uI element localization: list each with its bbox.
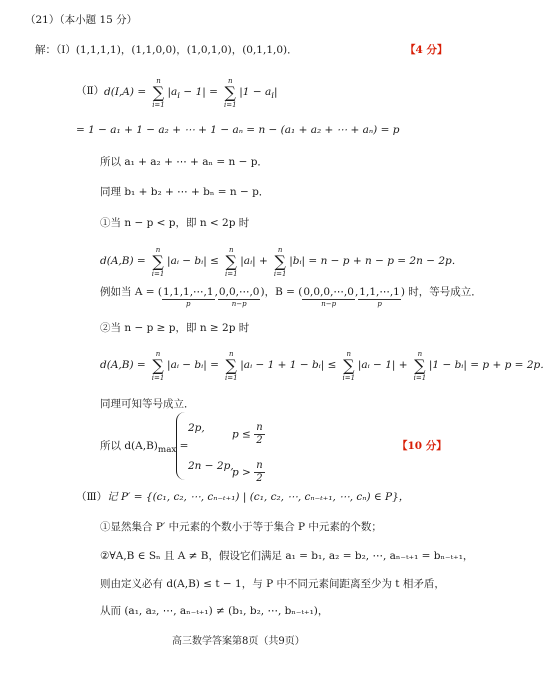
frac-n-over-2: $\frac{n}{2}$ xyxy=(256,422,263,446)
ex-b-ones: 1,1,⋯,1 p xyxy=(359,286,400,308)
page-footer: 高三数学答案第8页（共9页） xyxy=(172,636,305,647)
piece1-cond: p ≤ $\frac{n}{2}$ xyxy=(232,422,263,446)
part3-step4: 从而 (a₁, a₂, ⋯, aₙ₋ₜ₊₁) ≠ (b₁, b₂, ⋯, bₙ₋ₜ₊₁)， xyxy=(100,605,329,617)
frac-n-over-2: $\frac{n}{2}$ xyxy=(256,460,263,484)
c2-term4: |1 − bᵢ| = p + p = 2p． xyxy=(428,359,551,371)
ex-b-zeros: 0,0,0,⋯,0 n−p xyxy=(303,286,354,308)
eq1-term2b: | xyxy=(274,86,278,98)
part3-step3: 则由定义必有 d(A,B) ≤ t − 1，与 P 中不同元素间距离至少为 t 相矛盾， xyxy=(100,578,445,590)
part2-label: （Ⅱ） xyxy=(76,85,105,97)
c2-lhs: d(A,B) = xyxy=(100,359,150,371)
part3-label: （Ⅲ） xyxy=(76,491,108,503)
conc-sub: max xyxy=(157,445,177,456)
sum-symbol: n ∑ i=1 xyxy=(273,246,287,278)
case1-equation xyxy=(100,246,463,278)
case2-equation xyxy=(100,350,551,382)
sum-symbol: n ∑ i=1 xyxy=(413,350,427,382)
eq1-lhs: d(I,A) = xyxy=(104,86,150,98)
sum-symbol: n ∑ i=1 xyxy=(151,246,165,278)
c1-term3: |bᵢ| = n − p + n − p = 2n − 2p． xyxy=(289,255,463,267)
sum-symbol: n ∑ i=1 xyxy=(152,77,165,109)
conc-pre: 所以 d(A,B) xyxy=(100,440,158,452)
part2-eq4: 同理 b₁ + b₂ + ⋯ + bₙ = n − p． xyxy=(100,186,270,198)
part3-step2: ②∀A,B ∈ Sₙ 且 A ≠ B，假设它们满足 a₁ = b₁, a₂ = b₂, ⋯, aₙ₋ₜ₊₁ = bₙ₋ₜ₊₁， xyxy=(100,550,474,562)
part1-score: 【4 分】 xyxy=(405,44,448,56)
part1-label: 解：（Ⅰ） xyxy=(35,44,76,56)
ex-mid: )，B = ( xyxy=(260,286,303,298)
ex-a-zeros: 0,0,⋯,0 n−p xyxy=(218,286,260,308)
ex-a-ones: 1,1,1,⋯,1 p xyxy=(163,286,214,308)
ex-pre: 例如当 A = ( xyxy=(100,286,162,298)
sum-symbol: n ∑ i=1 xyxy=(224,350,238,382)
example-line: 例如当 A = (1,1,1,⋯,1 p ,0,0,⋯,0 n−p )，B = (0,0,0,⋯,0 n−p ,1,1,⋯,1 p ) 时，等号成立． xyxy=(100,286,482,308)
piece2-cond: p > $\frac{n}{2}$ xyxy=(232,460,263,484)
sum-symbol: n ∑ i=1 xyxy=(223,77,237,109)
sum-symbol: n ∑ i=1 xyxy=(342,350,356,382)
c2-term3: |aᵢ − 1| + xyxy=(357,359,411,371)
case1-heading: ①当 n − p < p，即 n < 2p 时 xyxy=(100,217,250,229)
part1-answer: (1,1,1,1)，(1,1,0,0)，(1,0,1,0)，(0,1,1,0)． xyxy=(75,44,298,56)
part2-score: 【10 分】 xyxy=(397,440,447,452)
problem-header: （21）（本小题 15 分） xyxy=(25,14,138,26)
c2-term1: |aᵢ − bᵢ| = xyxy=(167,359,223,371)
part2-eq3: 所以 a₁ + a₂ + ⋯ + aₙ = n − p． xyxy=(100,156,268,168)
part3-def: 记 P′ = {(c₁, c₂, ⋯, cₙ₋ₜ₊₁) | (c₁, c₂, ⋯, cₙ₋ₜ₊₁, ⋯, cₙ) ∈ P}， xyxy=(107,491,410,503)
piece2-value: 2n − 2p, xyxy=(188,460,234,472)
eq1-term2: |1 − a xyxy=(239,86,272,98)
eq1-term1b: − 1| = xyxy=(180,86,222,98)
c2-term2: |aᵢ − 1 + 1 − bᵢ| ≤ xyxy=(240,359,340,371)
eq1-term1: |a xyxy=(167,86,178,98)
piecewise-brace xyxy=(176,412,185,480)
conc-eq: = xyxy=(176,440,189,452)
part2-eq2: = 1 − a₁ + 1 − a₂ + ⋯ + 1 − aₙ = n − (a₁ + a₂ + ⋯ + aₙ) = p xyxy=(76,124,400,136)
part3-step1: ①显然集合 P′ 中元素的个数小于等于集合 P 中元素的个数； xyxy=(100,521,382,533)
part3-line xyxy=(76,491,409,504)
case2-heading: ②当 n − p ≥ p，即 n ≥ 2p 时 xyxy=(100,322,250,334)
sum-symbol: n ∑ i=1 xyxy=(151,350,165,382)
c1-term2: |aᵢ| + xyxy=(240,255,272,267)
sum-symbol: n ∑ i=1 xyxy=(224,246,238,278)
part2-eq1: d(I,A) = n ∑ i=1 $|a_i - 1|$ = n ∑ i=1 $|1 - a_i|$ xyxy=(104,77,278,109)
c1-lhs: d(A,B) = xyxy=(100,255,150,267)
piece1-value: 2p, xyxy=(188,422,205,434)
part1-line xyxy=(35,44,298,57)
same-note: 同理可知等号成立． xyxy=(100,398,195,410)
c1-term1: |aᵢ − bᵢ| ≤ xyxy=(167,255,223,267)
ex-post: ) 时，等号成立． xyxy=(400,286,482,298)
